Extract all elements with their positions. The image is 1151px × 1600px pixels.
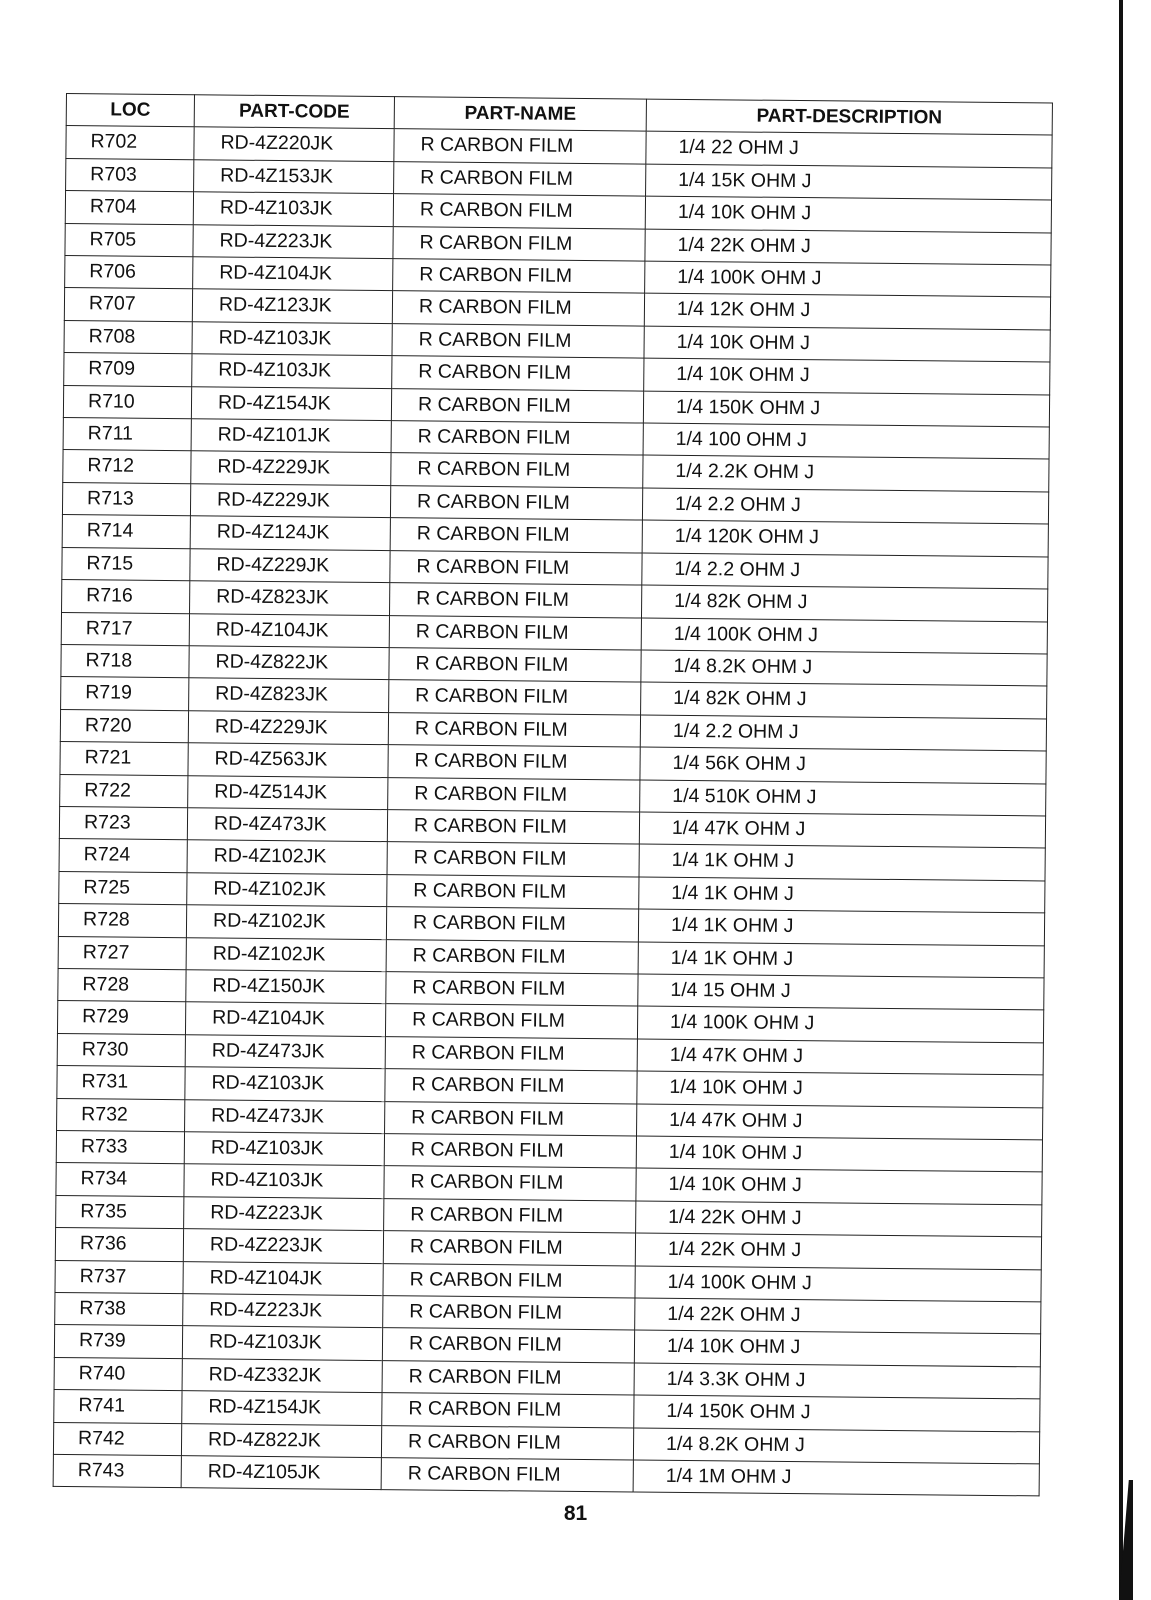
cell-loc: R707 — [64, 288, 192, 322]
cell-loc: R718 — [61, 644, 189, 678]
cell-part-description: 1/4 56K OHM J — [640, 747, 1046, 783]
cell-part-description: 1/4 22K OHM J — [636, 1201, 1042, 1237]
cell-part-name: R CARBON FILM — [383, 1296, 635, 1331]
cell-part-description: 1/4 22 OHM J — [646, 131, 1052, 167]
cell-loc: R725 — [59, 871, 187, 905]
cell-loc: R703 — [66, 158, 194, 192]
cell-loc: R721 — [60, 742, 188, 776]
cell-part-code: RD-4Z473JK — [187, 808, 387, 842]
cell-part-code: RD-4Z102JK — [187, 872, 387, 906]
cell-part-code: RD-4Z104JK — [189, 613, 389, 647]
cell-loc: R732 — [57, 1098, 185, 1132]
cell-part-description: 1/4 1K OHM J — [639, 877, 1045, 913]
cell-part-code: RD-4Z105JK — [181, 1456, 381, 1490]
cell-part-code: RD-4Z823JK — [190, 581, 390, 615]
cell-part-code: RD-4Z103JK — [192, 322, 392, 356]
cell-part-name: R CARBON FILM — [384, 1166, 636, 1201]
cell-part-name: R CARBON FILM — [387, 874, 639, 909]
cell-part-description: 1/4 120K OHM J — [642, 520, 1048, 556]
cell-part-code: RD-4Z332JK — [182, 1359, 382, 1393]
cell-part-code: RD-4Z103JK — [184, 1164, 384, 1198]
cell-part-code: RD-4Z473JK — [185, 1034, 385, 1068]
cell-part-name: R CARBON FILM — [386, 907, 638, 942]
header-part-name: PART-NAME — [394, 97, 646, 132]
cell-part-code: RD-4Z102JK — [186, 937, 386, 971]
header-loc: LOC — [66, 94, 194, 128]
cell-part-code: RD-4Z104JK — [185, 1002, 385, 1036]
cell-loc: R711 — [63, 418, 191, 452]
cell-part-code: RD-4Z229JK — [190, 548, 390, 582]
cell-part-code: RD-4Z229JK — [191, 451, 391, 485]
cell-part-description: 1/4 15 OHM J — [638, 974, 1044, 1010]
cell-loc: R739 — [54, 1325, 182, 1359]
cell-loc: R713 — [62, 482, 190, 516]
cell-loc: R742 — [53, 1422, 181, 1456]
cell-part-description: 1/4 1K OHM J — [638, 942, 1044, 978]
cell-part-name: R CARBON FILM — [387, 810, 639, 845]
cell-part-code: RD-4Z124JK — [190, 516, 390, 550]
cell-part-name: R CARBON FILM — [393, 226, 645, 261]
cell-part-code: RD-4Z123JK — [192, 289, 392, 323]
cell-part-name: R CARBON FILM — [385, 1101, 637, 1136]
cell-part-code: RD-4Z103JK — [193, 192, 393, 226]
cell-part-name: R CARBON FILM — [383, 1263, 635, 1298]
cell-loc: R717 — [61, 612, 189, 646]
cell-part-description: 1/4 22K OHM J — [645, 229, 1051, 265]
cell-part-description: 1/4 8.2K OHM J — [633, 1428, 1039, 1464]
cell-part-name: R CARBON FILM — [390, 550, 642, 585]
table-body — [53, 126, 1052, 1496]
cell-part-description: 1/4 100K OHM J — [641, 618, 1047, 654]
cell-part-code: RD-4Z154JK — [191, 386, 391, 420]
cell-part-name: R CARBON FILM — [385, 1036, 637, 1071]
cell-part-name: R CARBON FILM — [386, 972, 638, 1007]
cell-loc: R712 — [63, 450, 191, 484]
cell-part-description: 1/4 100 OHM J — [643, 423, 1049, 459]
cell-part-description: 1/4 2.2 OHM J — [642, 488, 1048, 524]
cell-part-name: R CARBON FILM — [385, 1004, 637, 1039]
cell-part-name: R CARBON FILM — [389, 680, 641, 715]
cell-loc: R704 — [65, 191, 193, 225]
cell-part-name: R CARBON FILM — [385, 1069, 637, 1104]
parts-table — [53, 93, 1053, 1497]
cell-part-description: 1/4 12K OHM J — [644, 294, 1050, 330]
cell-loc: R710 — [63, 385, 191, 419]
cell-part-description: 1/4 8.2K OHM J — [641, 650, 1047, 686]
cell-part-code: RD-4Z220JK — [194, 127, 394, 161]
cell-part-name: R CARBON FILM — [390, 518, 642, 553]
cell-part-code: RD-4Z223JK — [184, 1196, 384, 1230]
cell-part-description: 1/4 2.2K OHM J — [643, 456, 1049, 492]
cell-part-description: 1/4 10K OHM J — [644, 326, 1050, 362]
cell-loc: R708 — [64, 320, 192, 354]
cell-part-description: 1/4 47K OHM J — [639, 812, 1045, 848]
cell-loc: R729 — [57, 1001, 185, 1035]
cell-part-code: RD-4Z822JK — [181, 1423, 381, 1457]
cell-loc: R702 — [66, 126, 194, 160]
cell-part-name: R CARBON FILM — [389, 648, 641, 683]
cell-loc: R727 — [58, 936, 186, 970]
cell-part-code: RD-4Z823JK — [189, 678, 389, 712]
cell-part-description: 1/4 2.2 OHM J — [642, 553, 1048, 589]
cell-part-description: 1/4 10K OHM J — [644, 358, 1050, 394]
cell-part-name: R CARBON FILM — [384, 1134, 636, 1169]
cell-part-code: RD-4Z103JK — [185, 1067, 385, 1101]
cell-part-name: R CARBON FILM — [393, 259, 645, 294]
cell-loc: R733 — [56, 1130, 184, 1164]
cell-part-name: R CARBON FILM — [388, 777, 640, 812]
cell-loc: R737 — [55, 1260, 183, 1294]
cell-part-name: R CARBON FILM — [388, 712, 640, 747]
cell-part-code: RD-4Z103JK — [184, 1132, 384, 1166]
cell-part-name: R CARBON FILM — [391, 453, 643, 488]
cell-part-code: RD-4Z102JK — [186, 905, 386, 939]
cell-part-name: R CARBON FILM — [391, 421, 643, 456]
cell-part-description: 1/4 150K OHM J — [643, 391, 1049, 427]
cell-part-code: RD-4Z563JK — [188, 743, 388, 777]
cell-loc: R706 — [65, 256, 193, 290]
cell-part-code: RD-4Z514JK — [188, 775, 388, 809]
cell-part-name: R CARBON FILM — [387, 842, 639, 877]
cell-part-name: R CARBON FILM — [394, 161, 646, 196]
cell-part-name: R CARBON FILM — [392, 356, 644, 391]
cell-loc: R716 — [62, 580, 190, 614]
cell-part-code: RD-4Z153JK — [194, 160, 394, 194]
cell-loc: R715 — [62, 547, 190, 581]
cell-part-name: R CARBON FILM — [382, 1328, 634, 1363]
cell-loc: R730 — [57, 1033, 185, 1067]
binding-edge — [1119, 0, 1123, 1600]
cell-part-code: RD-4Z473JK — [185, 1099, 385, 1133]
cell-part-description: 1/4 10K OHM J — [636, 1136, 1042, 1172]
cell-part-code: RD-4Z103JK — [192, 354, 392, 388]
cell-loc: R738 — [55, 1292, 183, 1326]
cell-part-name: R CARBON FILM — [390, 486, 642, 521]
cell-part-description: 1/4 510K OHM J — [640, 780, 1046, 816]
cell-part-name: R CARBON FILM — [392, 291, 644, 326]
cell-part-code: RD-4Z229JK — [188, 710, 388, 744]
cell-part-description: 1/4 100K OHM J — [637, 1006, 1043, 1042]
cell-part-description: 1/4 10K OHM J — [636, 1168, 1042, 1204]
cell-part-name: R CARBON FILM — [383, 1231, 635, 1266]
cell-part-description: 1/4 47K OHM J — [637, 1039, 1043, 1075]
cell-loc: R709 — [64, 353, 192, 387]
cell-part-description: 1/4 22K OHM J — [635, 1298, 1041, 1334]
cell-loc: R734 — [56, 1163, 184, 1197]
cell-part-name: R CARBON FILM — [384, 1198, 636, 1233]
cell-loc: R740 — [54, 1357, 182, 1391]
cell-part-name: R CARBON FILM — [386, 939, 638, 974]
page-number: 81 — [563, 1502, 588, 1525]
cell-part-code: RD-4Z104JK — [183, 1261, 383, 1295]
cell-part-name: R CARBON FILM — [394, 129, 646, 164]
cell-part-description: 1/4 1K OHM J — [639, 844, 1045, 880]
cell-part-description: 1/4 3.3K OHM J — [634, 1363, 1040, 1399]
cell-loc: R735 — [56, 1195, 184, 1229]
cell-loc: R705 — [65, 223, 193, 257]
cell-part-description: 1/4 82K OHM J — [641, 682, 1047, 718]
cell-part-code: RD-4Z154JK — [182, 1391, 382, 1425]
cell-loc: R724 — [59, 839, 187, 873]
cell-loc: R722 — [60, 774, 188, 808]
cell-loc: R731 — [57, 1066, 185, 1100]
cell-loc: R741 — [54, 1390, 182, 1424]
cell-part-code: RD-4Z229JK — [190, 484, 390, 518]
cell-part-name: R CARBON FILM — [381, 1425, 633, 1460]
cell-part-name: R CARBON FILM — [388, 745, 640, 780]
cell-part-code: RD-4Z102JK — [187, 840, 387, 874]
cell-loc: R719 — [61, 677, 189, 711]
cell-part-code: RD-4Z822JK — [189, 646, 389, 680]
cell-part-code: RD-4Z223JK — [183, 1294, 383, 1328]
cell-loc: R728 — [58, 968, 186, 1002]
cell-part-code: RD-4Z103JK — [182, 1326, 382, 1360]
cell-part-name: R CARBON FILM — [382, 1360, 634, 1395]
cell-part-description: 1/4 1K OHM J — [638, 909, 1044, 945]
cell-part-name: R CARBON FILM — [392, 323, 644, 358]
cell-part-description: 1/4 100K OHM J — [635, 1266, 1041, 1302]
cell-part-description: 1/4 2.2 OHM J — [640, 715, 1046, 751]
cell-part-code: RD-4Z223JK — [183, 1229, 383, 1263]
cell-part-code: RD-4Z223JK — [193, 224, 393, 258]
cell-loc: R736 — [55, 1228, 183, 1262]
cell-part-description: 1/4 10K OHM J — [634, 1330, 1040, 1366]
cell-part-description: 1/4 15K OHM J — [646, 164, 1052, 200]
cell-part-code: RD-4Z150JK — [186, 970, 386, 1004]
cell-part-name: R CARBON FILM — [382, 1393, 634, 1428]
cell-part-name: R CARBON FILM — [389, 615, 641, 650]
cell-part-description: 1/4 1M OHM J — [633, 1460, 1039, 1496]
cell-part-name: R CARBON FILM — [381, 1458, 633, 1493]
cell-part-description: 1/4 47K OHM J — [637, 1104, 1043, 1140]
cell-part-name: R CARBON FILM — [390, 583, 642, 618]
cell-loc: R728 — [58, 904, 186, 938]
cell-part-name: R CARBON FILM — [393, 194, 645, 229]
header-part-description: PART-DESCRIPTION — [646, 99, 1052, 135]
cell-loc: R714 — [62, 515, 190, 549]
cell-part-description: 1/4 22K OHM J — [635, 1233, 1041, 1269]
cell-loc: R723 — [59, 806, 187, 840]
cell-part-description: 1/4 150K OHM J — [634, 1395, 1040, 1431]
cell-part-description: 1/4 100K OHM J — [645, 261, 1051, 297]
cell-loc: R720 — [60, 709, 188, 743]
cell-part-name: R CARBON FILM — [391, 388, 643, 423]
cell-part-code: RD-4Z101JK — [191, 419, 391, 453]
cell-part-description: 1/4 10K OHM J — [637, 1071, 1043, 1107]
cell-part-description: 1/4 10K OHM J — [645, 196, 1051, 232]
cell-loc: R743 — [53, 1455, 181, 1489]
header-part-code: PART-CODE — [194, 95, 394, 129]
cell-part-code: RD-4Z104JK — [193, 257, 393, 291]
cell-part-description: 1/4 82K OHM J — [641, 585, 1047, 621]
